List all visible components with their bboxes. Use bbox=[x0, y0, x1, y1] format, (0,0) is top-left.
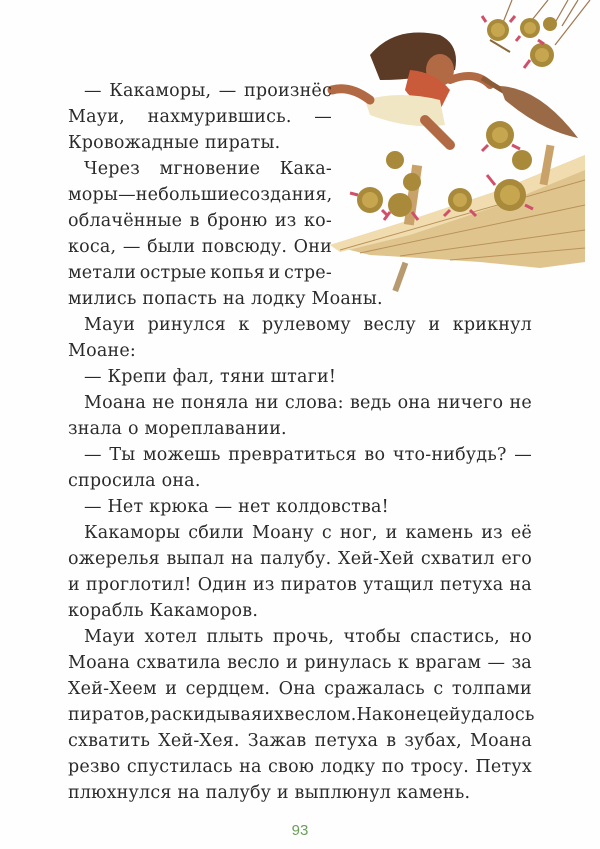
text-line: — Крепи фал, тяни штаги! bbox=[84, 367, 337, 387]
text-line: Какаморы сбили Моану с ног, и камень из её bbox=[84, 523, 532, 543]
text-line: коса, — были повсюду. Они bbox=[68, 237, 332, 257]
text-line: — Нет крюка — нет колдовства! bbox=[84, 497, 389, 517]
text-line: облачённые в броню из ко- bbox=[68, 211, 332, 231]
text-line: Кровожадные пираты. bbox=[68, 133, 281, 153]
text-line: спросила она. bbox=[68, 471, 201, 491]
text-line: пиратов, раскидывая их веслом. Наконец ей удалось bbox=[68, 705, 535, 725]
text-line: и проглотил! Один из пиратов утащил петуха на bbox=[68, 575, 532, 595]
text-line: плюхнулся на палубу и выплюнул камень. bbox=[68, 783, 471, 803]
text-line: Моана схватила весло и ринулась к врагам — за bbox=[68, 653, 532, 673]
text-line: Моане: bbox=[68, 341, 137, 361]
text-line: резво спустилась на свою лодку по тросу. Петух bbox=[68, 757, 532, 777]
text-line: Через мгновение Кака- bbox=[84, 159, 332, 179]
text-line: ожерелья выпал на палубу. Хей-Хей схватил его bbox=[68, 549, 532, 569]
text-line: схватить Хей-Хея. Зажав петуха в зубах, Моана bbox=[68, 731, 532, 751]
text-line: корабль Какаморов. bbox=[68, 601, 259, 621]
text-line: моры — небольшие создания, bbox=[68, 185, 333, 205]
text-line: Мауи, нахмурившись. — bbox=[68, 107, 332, 127]
text-line: Мауи ринулся к рулевому веслу и крикнул bbox=[84, 315, 532, 335]
text-line: — Ты можешь превратиться во что-нибудь? — bbox=[84, 445, 532, 465]
text-line: знала о мореплавании. bbox=[68, 419, 287, 439]
moana-kakamora-illustration bbox=[300, 0, 600, 300]
text-line: Моана не поняла ни слова: ведь она ничего не bbox=[84, 393, 532, 413]
page-number: 93 bbox=[291, 822, 309, 839]
text-line: мились попасть на лодку Моаны. bbox=[68, 289, 383, 309]
text-line: Хей-Хеем и сердцем. Она сражалась с толпами bbox=[68, 679, 532, 699]
text-line: метали острые копья и стре- bbox=[68, 263, 332, 283]
text-line: Мауи хотел плыть прочь, чтобы спастись, но bbox=[84, 627, 532, 647]
text-line: — Какаморы, — произнёс bbox=[84, 81, 332, 101]
illustration-art bbox=[300, 0, 600, 300]
